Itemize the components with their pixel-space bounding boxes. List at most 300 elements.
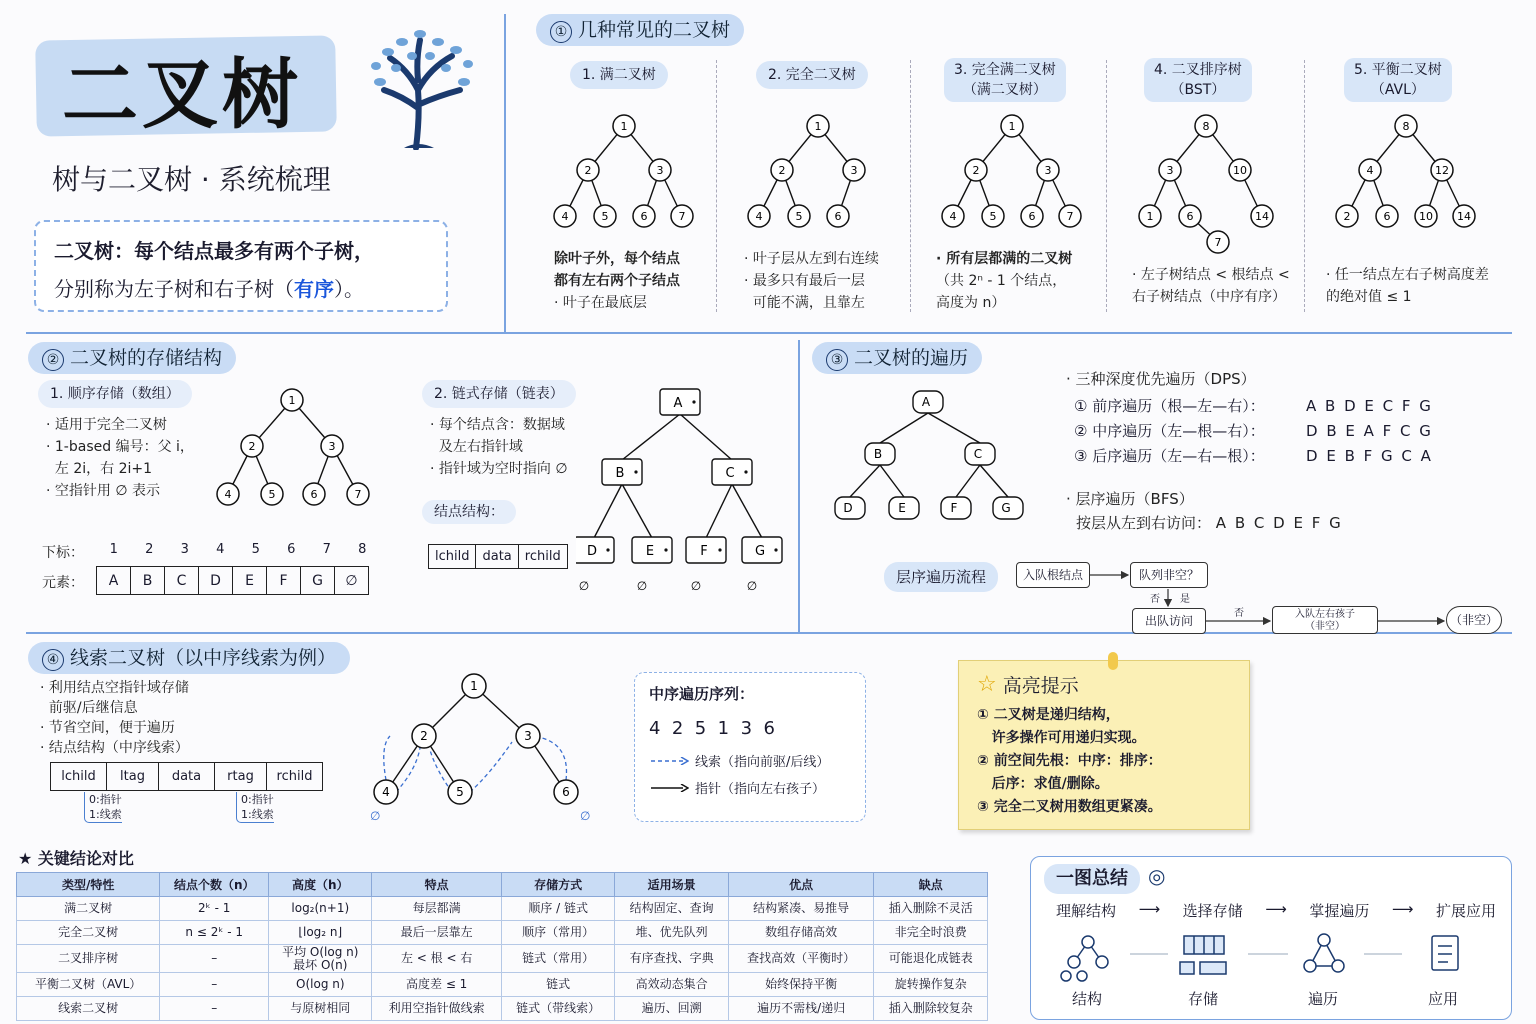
table-cell: 最后一层靠左 bbox=[372, 921, 502, 945]
table-header-cell: 缺点 bbox=[874, 873, 988, 897]
note-line-3: 后序：求值/删除。 bbox=[977, 776, 1109, 792]
summary-title: 一图总结 bbox=[1044, 864, 1140, 894]
avl-tree-node-label: 10 bbox=[1419, 210, 1433, 223]
linked-node-label: G bbox=[754, 544, 766, 559]
section1-title bbox=[536, 14, 744, 46]
linked-edge bbox=[594, 484, 622, 538]
table-cell: 2ᵏ - 1 bbox=[160, 897, 269, 921]
full-tree-node-label: 4 bbox=[561, 210, 569, 223]
avl-tree-node-label: 4 bbox=[1366, 164, 1374, 177]
table-cell: 完全二叉树 bbox=[17, 921, 160, 945]
linked-node-label: F bbox=[700, 544, 708, 559]
index-cell: 6 bbox=[287, 542, 296, 557]
thread-link bbox=[470, 742, 512, 792]
seq-tree-node-label: 7 bbox=[354, 488, 362, 501]
table-cell: log₂(n+1) bbox=[269, 897, 372, 921]
traversal-node-label: B bbox=[873, 447, 883, 461]
link-points bbox=[430, 414, 568, 480]
link-point-0: · 每个结点含：数据域 bbox=[430, 417, 565, 433]
legend-thread bbox=[649, 751, 851, 770]
preorder-seq: A B D E C F G bbox=[1306, 397, 1433, 415]
note-line-1: 许多操作可用递归实现。 bbox=[977, 730, 1146, 746]
lchild-field: lchild bbox=[429, 545, 476, 569]
bst-tree-node-label: 6 bbox=[1186, 210, 1194, 223]
traversal-tree bbox=[824, 384, 1034, 526]
full-tree-node-label: 2 bbox=[584, 164, 592, 177]
section3-title bbox=[812, 342, 982, 374]
definition-text: 分别称为左子树和右子树（ bbox=[54, 277, 294, 301]
flow-step-queue-nonempty: 队列非空？ bbox=[1130, 562, 1208, 588]
flow-arrows bbox=[990, 556, 1510, 636]
pointer-dot bbox=[744, 470, 747, 473]
array-cell: A bbox=[97, 567, 131, 595]
threaded-tree bbox=[360, 666, 600, 826]
table-cell: 二叉排序树 bbox=[17, 945, 160, 973]
avl-tree-node-label: 2 bbox=[1343, 210, 1351, 223]
table-cell: O(log n) bbox=[269, 973, 372, 997]
sep3 bbox=[1106, 60, 1107, 312]
pointer-dot bbox=[606, 548, 609, 551]
table-header-cell: 存储方式 bbox=[501, 873, 615, 897]
table-cell: 顺序 / 链式 bbox=[501, 897, 615, 921]
inorder-seq: D B E A F C G bbox=[1306, 422, 1433, 440]
array-cell: D bbox=[199, 567, 233, 595]
table-cell: 旋转操作复杂 bbox=[874, 973, 988, 997]
type5-desc-0: · 任一结点左右子树高度差 bbox=[1326, 267, 1489, 283]
linked-node-label: D bbox=[586, 544, 598, 559]
type1-desc-0: 除叶子外，每个结点 bbox=[554, 251, 680, 267]
avl-tree bbox=[1322, 108, 1492, 238]
table-cell: – bbox=[160, 945, 269, 973]
table-title-text: 关键结论对比 bbox=[37, 849, 134, 868]
star-filled-icon: ★ bbox=[18, 849, 33, 868]
thread-link bbox=[384, 736, 390, 780]
thread-point-3: · 结点结构（中序线索） bbox=[40, 740, 189, 756]
thread-null-left: ∅ bbox=[370, 809, 381, 823]
sep1 bbox=[716, 60, 717, 312]
avl-tree-node-label: 14 bbox=[1457, 210, 1471, 223]
type3-desc bbox=[936, 248, 1072, 314]
null-marker: ∅ bbox=[578, 579, 590, 593]
linked-edge bbox=[622, 414, 680, 460]
full-tree-node-label: 5 bbox=[601, 210, 609, 223]
thread-point-0: · 利用结点空指针域存储 bbox=[40, 680, 189, 696]
type4-label: 4. 二叉排序树 （BST） bbox=[1144, 58, 1252, 102]
note-body bbox=[977, 704, 1231, 819]
divider-h1 bbox=[26, 332, 1512, 334]
legend-pointer-label: 指针（指向左右孩子） bbox=[695, 782, 826, 797]
flow-no-label: 否 bbox=[1150, 594, 1160, 605]
table-title bbox=[18, 846, 134, 869]
bfs-seq: A B C D E F G bbox=[1215, 514, 1343, 532]
seq-tree-node-label: 3 bbox=[328, 440, 336, 453]
summary-label-3: 应用 bbox=[1428, 990, 1459, 1008]
type1-desc-1: 都有左右两个子结点 bbox=[554, 273, 680, 289]
complete-tree-node-label: 2 bbox=[778, 164, 786, 177]
summary-step-0: 理解结构 bbox=[1056, 902, 1117, 920]
table-cell: 插入删除不灵活 bbox=[874, 897, 988, 921]
apply-icon bbox=[1432, 936, 1458, 970]
seq-title: 1. 顺序存储（数组） bbox=[38, 380, 192, 408]
threaded-node-label: 3 bbox=[524, 729, 532, 743]
table-cell: ⌊log₂ n⌋ bbox=[269, 921, 372, 945]
pointer-dot bbox=[692, 400, 695, 403]
summary-arrow-1: ⟶ bbox=[1265, 900, 1287, 918]
traversal-node-label: A bbox=[921, 395, 931, 409]
link-point-2: · 指针域为空时指向 ∅ bbox=[430, 461, 568, 477]
elem-label: 元素： bbox=[42, 575, 84, 591]
summary-label-1: 存储 bbox=[1188, 990, 1219, 1008]
null-marker: ∅ bbox=[636, 579, 648, 593]
type3-desc-0: · 所有层都满的二叉树 bbox=[936, 251, 1073, 267]
inorder-title: 中序遍历序列： bbox=[649, 685, 755, 703]
type4-desc bbox=[1132, 264, 1290, 308]
type4-desc-0: · 左子树结点 < 根结点 < bbox=[1132, 267, 1290, 283]
summary-step-1: 选择存储 bbox=[1182, 902, 1243, 920]
section2-title bbox=[28, 342, 236, 374]
dfs-title: · 三种深度优先遍历（DPS） bbox=[1066, 370, 1256, 388]
section2-label: 二叉树的存储结构 bbox=[70, 347, 223, 369]
storage-icon bbox=[1180, 936, 1226, 974]
note-header bbox=[977, 671, 1231, 698]
seq-point-0: · 适用于完全二叉树 bbox=[46, 417, 167, 433]
pointer-dot bbox=[718, 548, 721, 551]
bst-tree-node-label: 1 bbox=[1146, 210, 1154, 223]
summary-arrow-0: ⟶ bbox=[1138, 900, 1161, 918]
traversal-node-label: G bbox=[1001, 501, 1011, 515]
tree-icon bbox=[368, 20, 478, 150]
definition-ordered: 有序 bbox=[294, 277, 334, 301]
array-cells bbox=[96, 566, 369, 595]
type3-desc-1: （共 2ⁿ - 1 个结点， bbox=[936, 273, 1067, 289]
traversal-edge bbox=[880, 413, 928, 443]
traversal-edge bbox=[880, 465, 904, 497]
flow-step-enqueue-root: 入队根结点 bbox=[1016, 562, 1090, 588]
dashed-arrow-icon bbox=[649, 757, 689, 765]
perfect-tree-node-label: 4 bbox=[949, 210, 957, 223]
thread-point-2: · 节省空间，便于遍历 bbox=[40, 720, 175, 736]
threaded-node-label: 6 bbox=[562, 785, 570, 799]
table-cell: n ≤ 2ᵏ - 1 bbox=[160, 921, 269, 945]
table-header-cell: 适用场景 bbox=[615, 873, 729, 897]
legend-thread-label: 线索（指向前驱/后线） bbox=[695, 755, 830, 770]
index-cell: 5 bbox=[251, 542, 260, 557]
flow-step-enqueue-children: 入队左右孩子 （非空） bbox=[1272, 606, 1378, 634]
seq-points bbox=[46, 414, 194, 502]
linked-node-label: B bbox=[615, 466, 625, 481]
solid-arrow-icon bbox=[649, 784, 689, 792]
complete-tree-node-label: 4 bbox=[755, 210, 763, 223]
linked-node-label: A bbox=[673, 396, 683, 411]
linked-tree bbox=[576, 380, 796, 602]
flow-title: 层序遍历流程 bbox=[884, 562, 998, 592]
traversal-edge bbox=[956, 465, 980, 497]
divider-v2 bbox=[798, 340, 800, 632]
type3-desc-2: 高度为 n） bbox=[936, 295, 1006, 311]
table-cell: 高效动态集合 bbox=[615, 973, 729, 997]
table-cell: 堆、优先队列 bbox=[615, 921, 729, 945]
threaded-node-label: 2 bbox=[420, 729, 428, 743]
array-cell: ∅ bbox=[335, 567, 369, 595]
table-header-cell: 结点个数（n） bbox=[160, 873, 269, 897]
seq-tree bbox=[208, 384, 388, 508]
table-cell: 结构紧凑、易推导 bbox=[728, 897, 874, 921]
table-cell: 非完全时浪费 bbox=[874, 921, 988, 945]
section1-label: 几种常见的二叉树 bbox=[578, 19, 731, 41]
thread-rtag: rtag bbox=[215, 763, 267, 791]
linked-edge bbox=[622, 484, 652, 538]
type1-desc bbox=[554, 248, 680, 314]
table-row bbox=[17, 921, 988, 945]
full-tree-node-label: 6 bbox=[640, 210, 648, 223]
type1-desc-2: · 叶子在最底层 bbox=[554, 295, 647, 311]
type5-label: 5. 平衡二叉树 （AVL） bbox=[1344, 58, 1452, 102]
type2-label: 2. 完全二叉树 bbox=[756, 61, 868, 89]
bst-tree-node-label: 10 bbox=[1233, 164, 1247, 177]
array-cell: F bbox=[267, 567, 301, 595]
definition-end: ）。 bbox=[334, 277, 364, 301]
sep4 bbox=[1304, 60, 1305, 312]
summary-steps bbox=[1056, 900, 1496, 921]
array-cell: B bbox=[131, 567, 165, 595]
note-title: 高亮提示 bbox=[1002, 675, 1079, 697]
pointer-dot bbox=[774, 548, 777, 551]
type2-desc-0: · 叶子层从左到右连续 bbox=[744, 251, 879, 267]
summary-label-2: 遍历 bbox=[1308, 990, 1339, 1008]
table-cell: 始终保持平衡 bbox=[728, 973, 874, 997]
inorder-label: ② 中序遍历（左—根—右）： bbox=[1074, 422, 1265, 440]
section1-num: ① bbox=[550, 21, 572, 43]
array-cell: G bbox=[301, 567, 335, 595]
linked-edge bbox=[732, 484, 762, 538]
flow-end: （非空） bbox=[1446, 606, 1502, 634]
rtag-note: 0:指针 1:线索 bbox=[236, 792, 274, 823]
structure-icon bbox=[1061, 936, 1108, 981]
table-cell: 顺序（常用） bbox=[501, 921, 615, 945]
index-row bbox=[96, 542, 380, 557]
definition-box bbox=[34, 220, 448, 312]
table-cell: 与原树相同 bbox=[269, 997, 372, 1021]
thread-link bbox=[396, 748, 420, 792]
section2-num: ② bbox=[42, 349, 64, 371]
table-cell: 插入删除较复杂 bbox=[874, 997, 988, 1021]
table-row bbox=[17, 945, 988, 973]
type5-desc bbox=[1326, 264, 1489, 308]
summary-arrow-2: ⟶ bbox=[1391, 900, 1414, 918]
table-cell: 链式（常用） bbox=[501, 945, 615, 973]
seq-tree-node-label: 6 bbox=[310, 488, 318, 501]
avl-tree-node-label: 6 bbox=[1383, 210, 1391, 223]
note-line-0: ① 二叉树是递归结构， bbox=[977, 707, 1120, 723]
index-cell: 4 bbox=[216, 542, 225, 557]
index-cell: 2 bbox=[145, 542, 154, 557]
bst-tree-node-label: 8 bbox=[1202, 120, 1210, 133]
linked-node-label: C bbox=[725, 466, 735, 481]
table-row bbox=[17, 997, 988, 1021]
ltag-note: 0:指针 1:线索 bbox=[84, 792, 122, 823]
flow-arrow-label: 否 bbox=[1234, 608, 1244, 619]
perfect-tree-node-label: 2 bbox=[972, 164, 980, 177]
summary-label-0: 结构 bbox=[1072, 990, 1103, 1008]
index-cell: 8 bbox=[358, 542, 367, 557]
table-body bbox=[17, 897, 988, 1021]
seq-tree-node-label: 1 bbox=[288, 394, 296, 407]
linked-node-label: E bbox=[645, 544, 655, 559]
bulb-icon: ◎ bbox=[1148, 864, 1166, 888]
definition-line1: 二叉树：每个结点最多有两个子树， bbox=[54, 239, 374, 263]
full-tree-node-label: 7 bbox=[678, 210, 686, 223]
star-icon: ☆ bbox=[977, 672, 997, 697]
table-header-cell: 类型/特性 bbox=[17, 873, 160, 897]
seq-point-1: · 1-based 编号：父 i， bbox=[46, 439, 194, 455]
data-field: data bbox=[476, 545, 518, 569]
summary-step-3: 扩展应用 bbox=[1435, 902, 1496, 920]
type2-desc-2: 可能不满，且靠左 bbox=[744, 295, 865, 311]
traversal-edge bbox=[928, 413, 980, 443]
traversal-edge bbox=[980, 465, 1008, 497]
null-marker: ∅ bbox=[746, 579, 758, 593]
complete-tree-node-label: 6 bbox=[834, 210, 842, 223]
thread-link bbox=[430, 750, 452, 792]
index-label: 下标： bbox=[42, 545, 84, 561]
bst-tree-node-label: 7 bbox=[1214, 236, 1222, 249]
inorder-sequence: 4 2 5 1 3 6 bbox=[649, 718, 775, 739]
traversal-icon bbox=[1304, 934, 1344, 972]
table-cell: 平均 O(log n) 最坏 O(n) bbox=[269, 945, 372, 973]
section4-label: 线索二叉树（以中序线索为例） bbox=[70, 647, 337, 669]
index-cell: 7 bbox=[322, 542, 331, 557]
threaded-node-label: 5 bbox=[456, 785, 464, 799]
bfs-desc: 按层从左到右访问： bbox=[1076, 514, 1212, 532]
traversal-node-label: F bbox=[950, 501, 958, 515]
linked-edge bbox=[680, 414, 732, 460]
table-cell: 每层都满 bbox=[372, 897, 502, 921]
table-cell: – bbox=[160, 997, 269, 1021]
type1-label: 1. 满二叉树 bbox=[570, 61, 668, 89]
section4-num: ④ bbox=[42, 649, 64, 671]
seq-tree-node-label: 2 bbox=[248, 440, 256, 453]
full-tree-node-label: 3 bbox=[656, 164, 664, 177]
divider-v1 bbox=[504, 14, 506, 332]
thread-rchild: rchild bbox=[267, 763, 323, 791]
bst-tree-node-label: 3 bbox=[1166, 164, 1174, 177]
highlight-note bbox=[958, 660, 1250, 830]
thread-struct bbox=[50, 762, 323, 791]
sep2 bbox=[910, 60, 911, 312]
postorder-seq: D E B F G C A bbox=[1306, 447, 1433, 465]
link-title: 2. 链式存储（链表） bbox=[422, 380, 576, 408]
table-header-row bbox=[17, 873, 988, 897]
thread-ltag: ltag bbox=[107, 763, 159, 791]
table-cell: 数组存储高效 bbox=[728, 921, 874, 945]
thread-null-right: ∅ bbox=[580, 809, 591, 823]
note-line-2: ② 前空间先根：中序：排序： bbox=[977, 753, 1162, 769]
perfect-tree-node-label: 7 bbox=[1066, 210, 1074, 223]
section3-num: ③ bbox=[826, 349, 848, 371]
perfect-tree-node-label: 5 bbox=[989, 210, 997, 223]
section3-label: 二叉树的遍历 bbox=[854, 347, 969, 369]
page-title: 二叉树 bbox=[62, 50, 302, 139]
traversal-node-label: C bbox=[973, 447, 983, 461]
thread-points bbox=[40, 678, 189, 758]
type5-desc-1: 的绝对值 ≤ 1 bbox=[1326, 289, 1412, 305]
postorder-label: ③ 后序遍历（左—右—根）： bbox=[1074, 447, 1265, 465]
table-header-cell: 高度（h） bbox=[269, 873, 372, 897]
table-cell: 链式（带线索） bbox=[501, 997, 615, 1021]
index-cell: 3 bbox=[180, 542, 189, 557]
bfs-line bbox=[1076, 512, 1343, 534]
table-cell: 平衡二叉树（AVL） bbox=[17, 973, 160, 997]
table-cell: 结构固定、查询 bbox=[615, 897, 729, 921]
thread-data: data bbox=[159, 763, 215, 791]
complete-tree-node-label: 3 bbox=[850, 164, 858, 177]
table-cell: – bbox=[160, 973, 269, 997]
table-header-cell: 特点 bbox=[372, 873, 502, 897]
traversal-edge bbox=[850, 465, 880, 497]
table-cell: 高度差 ≤ 1 bbox=[372, 973, 502, 997]
pin-icon bbox=[1108, 652, 1118, 670]
inorder-box bbox=[634, 672, 866, 822]
avl-tree-node-label: 8 bbox=[1402, 120, 1410, 133]
perfect-tree-node-label: 3 bbox=[1044, 164, 1052, 177]
table-cell: 链式 bbox=[501, 973, 615, 997]
pointer-dot bbox=[634, 470, 637, 473]
threaded-node-label: 1 bbox=[470, 679, 478, 693]
section4-title bbox=[28, 642, 350, 674]
type3-label: 3. 完全满二叉树 （满二叉树） bbox=[944, 58, 1066, 102]
note-line-4: ③ 完全二叉树用数组更紧凑。 bbox=[977, 799, 1162, 815]
perfect-tree-node-label: 1 bbox=[1008, 120, 1016, 133]
table-cell: 可能退化成链表 bbox=[874, 945, 988, 973]
perfect-tree bbox=[928, 108, 1098, 238]
traversal-node-label: E bbox=[898, 501, 906, 515]
page-subtitle: 树与二叉树 · 系统梳理 bbox=[52, 163, 331, 196]
table-cell: 线索二叉树 bbox=[17, 997, 160, 1021]
summary-icons bbox=[1056, 930, 1496, 986]
type2-desc-1: · 最多只有最后一层 bbox=[744, 273, 865, 289]
bst-tree bbox=[1124, 108, 1294, 258]
pointer-dot bbox=[664, 548, 667, 551]
thread-point-1: 前驱/后继信息 bbox=[40, 700, 138, 716]
table-row bbox=[17, 973, 988, 997]
full-tree-node-label: 1 bbox=[620, 120, 628, 133]
thread-lchild: lchild bbox=[51, 763, 107, 791]
rchild-field: rchild bbox=[518, 545, 567, 569]
comparison-table bbox=[16, 872, 988, 1021]
index-cell: 1 bbox=[109, 542, 118, 557]
threaded-node-label: 4 bbox=[382, 785, 390, 799]
table-cell: 查找高效（平衡时） bbox=[728, 945, 874, 973]
seq-point-3: · 空指针用 ∅ 表示 bbox=[46, 483, 160, 499]
preorder-label: ① 前序遍历（根—左—右）： bbox=[1074, 397, 1265, 415]
bst-tree-node-label: 14 bbox=[1255, 210, 1269, 223]
table-header-cell: 优点 bbox=[728, 873, 874, 897]
table-cell: 满二叉树 bbox=[17, 897, 160, 921]
type4-desc-1: 右子树结点（中序有序） bbox=[1132, 289, 1286, 305]
flow-step-dequeue: 出队访问 bbox=[1132, 608, 1206, 634]
complete-tree-node-label: 5 bbox=[795, 210, 803, 223]
struct-label: 结点结构： bbox=[422, 500, 516, 524]
flow-yes-label: 是 bbox=[1180, 594, 1190, 605]
table-cell: 有序查找、字典 bbox=[615, 945, 729, 973]
complete-tree-node-label: 1 bbox=[814, 120, 822, 133]
seq-tree-node-label: 5 bbox=[268, 488, 276, 501]
summary-step-2: 掌握遍历 bbox=[1309, 902, 1370, 920]
full-tree bbox=[540, 108, 710, 238]
null-marker: ∅ bbox=[690, 579, 702, 593]
type2-desc bbox=[744, 248, 879, 314]
traversal-node-label: D bbox=[843, 501, 853, 515]
